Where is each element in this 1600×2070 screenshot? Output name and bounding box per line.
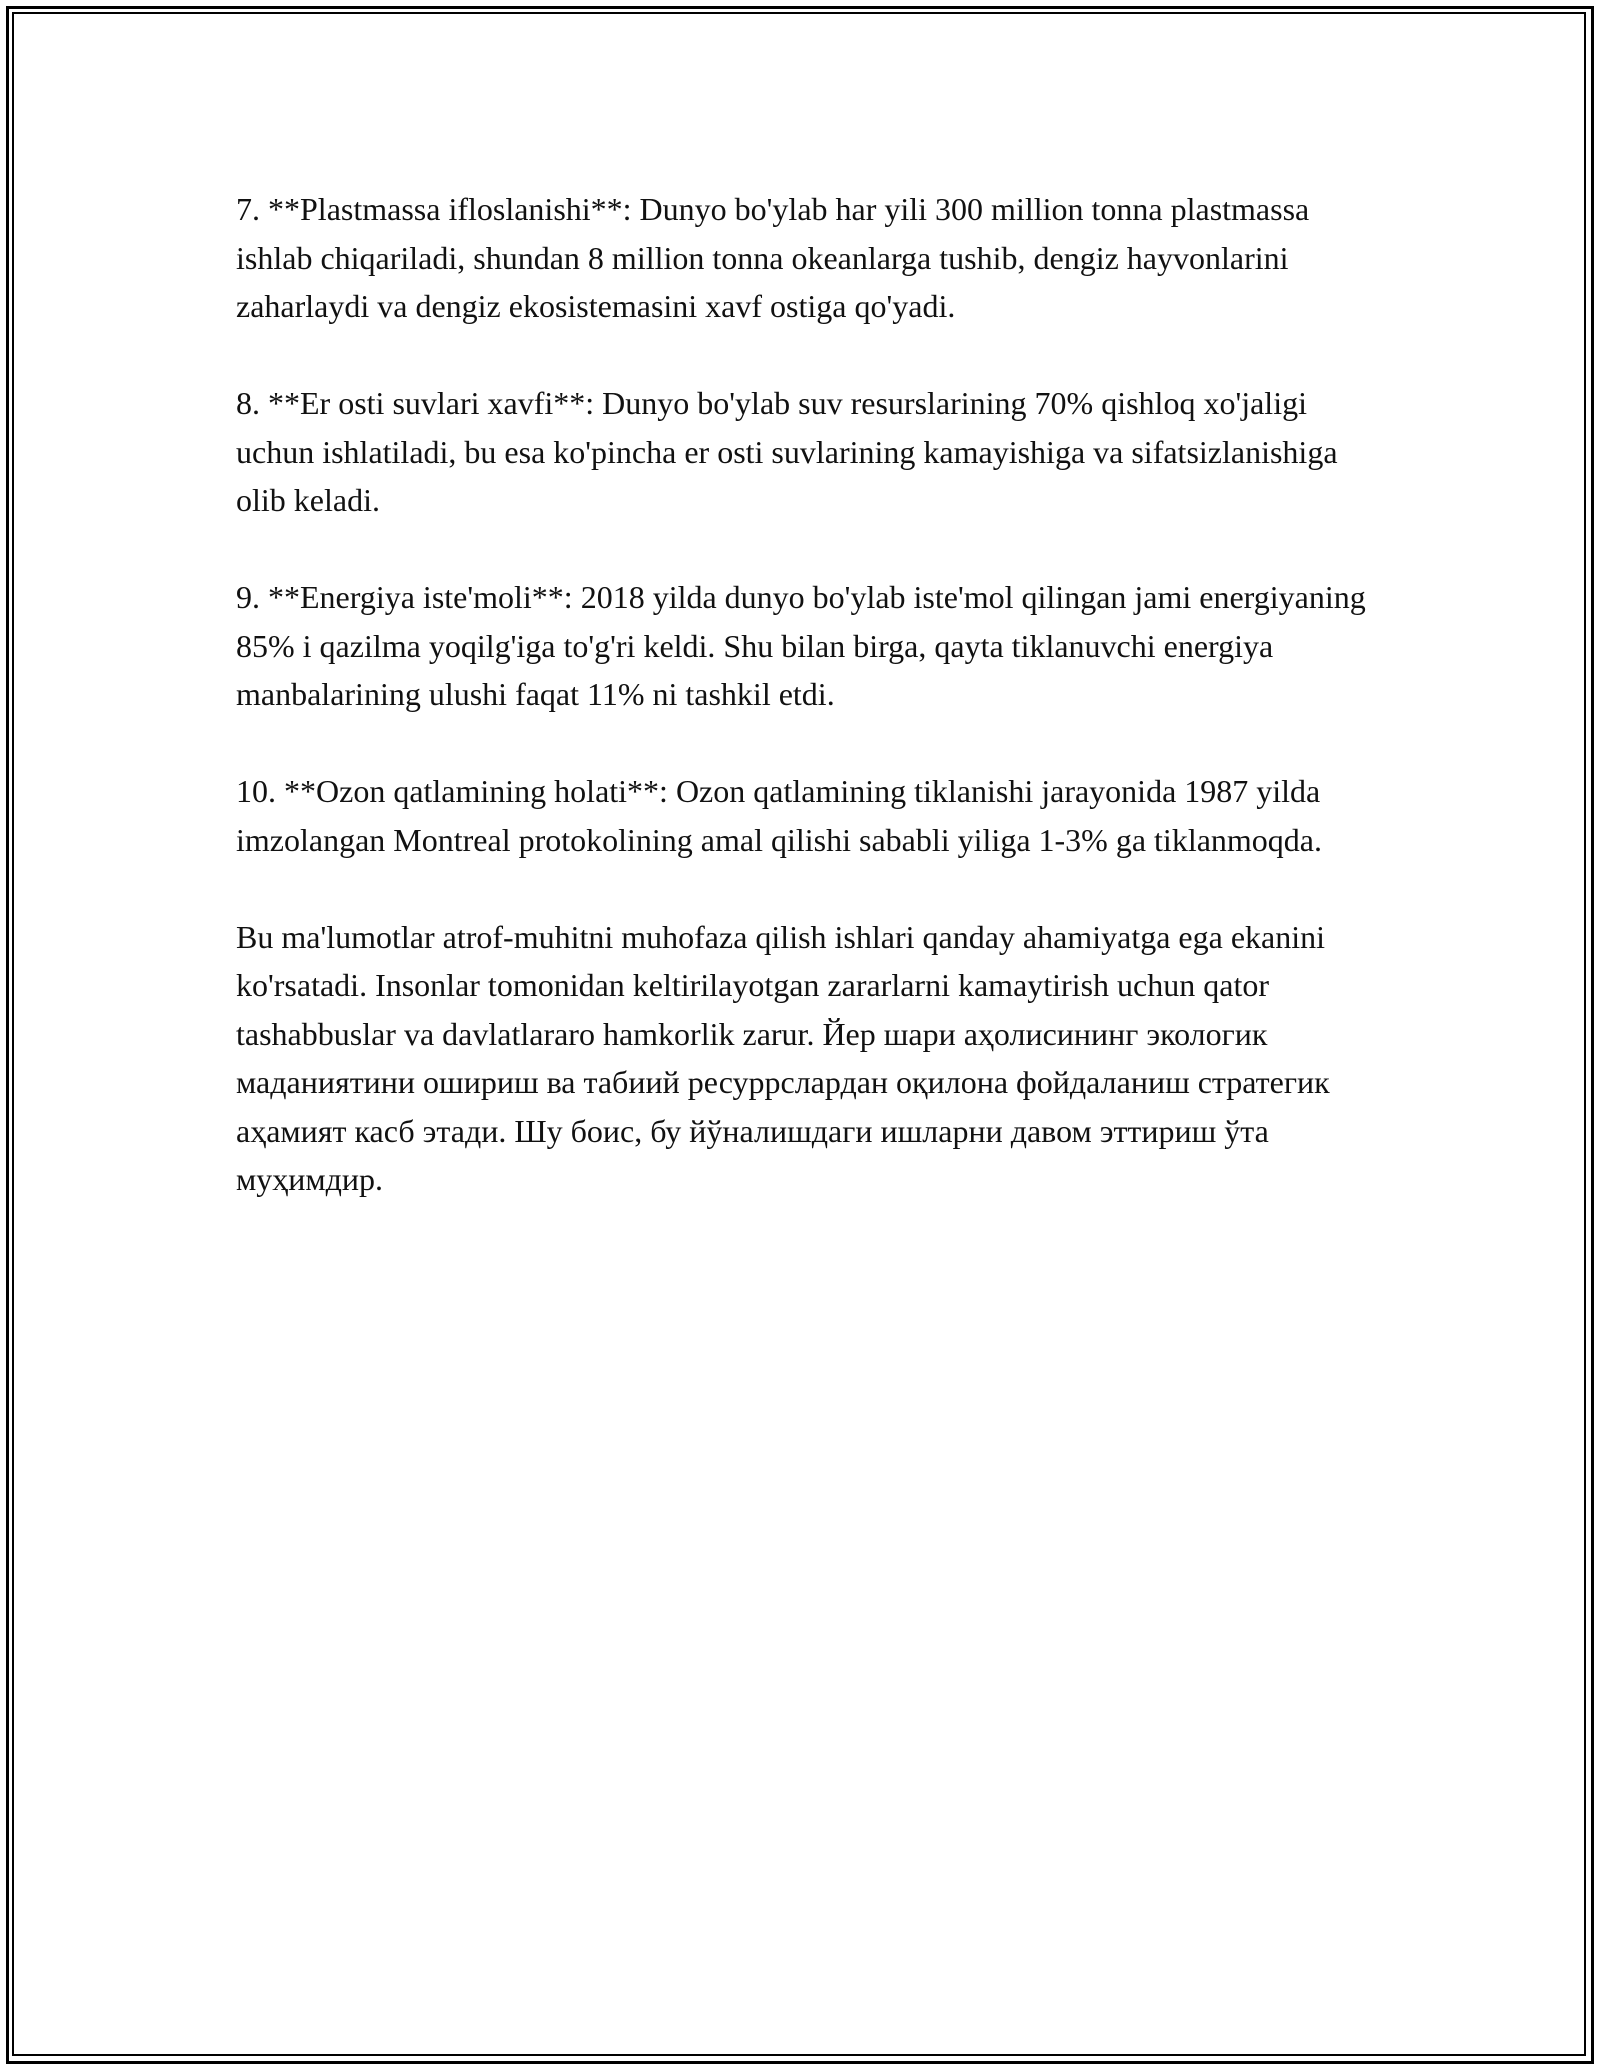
paragraph-conclusion: Bu ma'lumotlar atrof-muhitni muhofaza qilish ishlari qanday ahamiyatga ega ekanini ko'rsatadi. Insonlar tomonidan keltirilayotgan zararlarni kamaytirish uchun qator tashabbuslar va davlatlararo hamkorlik zarur. Йер шари аҳолисининг экологик маданиятини ошириш ва табиий ресуррслардан оқилона фойдаланиш стратегик аҳамият касб этади. Шу боис, бу йўналишдаги ишларни давом эттириш ўта муҳимдир. (236, 918, 1330, 1197)
paragraph-groundwater: 8. **Er osti suvlari xavfi**: Dunyo bo'ylab suv resurslarining 70% qishloq xo'jaligi uchun ishlatiladi, bu esa ko'pincha er osti suvlarining kamayishiga va sifatsizlanishiga olib keladi. (236, 385, 1338, 518)
paragraph-ozone-layer: 10. **Ozon qatlamining holati**: Ozon qatlamining tiklanishi jarayonida 1987 yilda imzolangan Montreal protokolining amal qilishi sababli yiliga 1-3% ga tiklanmoqda. (236, 773, 1322, 858)
paragraph-plastic-pollution: 7. **Plastmassa ifloslanishi**: Dunyo bo'ylab har yili 300 million tonna plastmassa ishlab chiqariladi, shundan 8 million tonna okeanlarga tushib, dengiz hayvonlarini zaharlaydi va dengiz ekosistemasini xavf ostiga qo'yadi. (236, 191, 1310, 324)
document-body (236, 185, 1366, 1252)
paragraph-energy-consumption: 9. **Energiya iste'moli**: 2018 yilda dunyo bo'ylab iste'mol qilingan jami energiyaning 85% i qazilma yoqilg'iga to'g'ri keldi. Shu bilan birga, qayta tiklanuvchi energiya manbalarining ulushi faqat 11% ni tashkil etdi. (236, 579, 1366, 712)
